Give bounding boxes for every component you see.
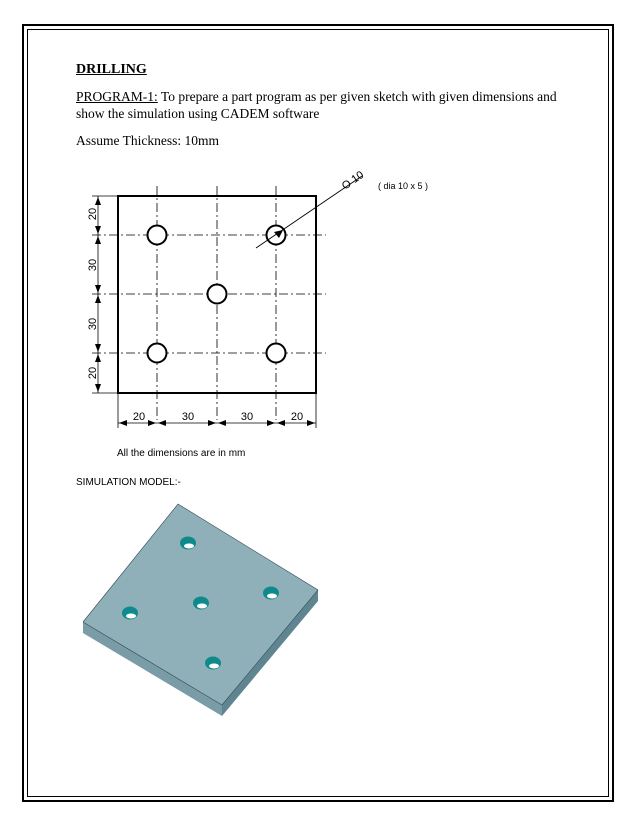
dimension-note: All the dimensions are in mm bbox=[117, 448, 246, 459]
vertical-dim-3: 30 bbox=[87, 317, 99, 331]
model-hole-4 bbox=[122, 607, 138, 620]
horizontal-dim-2: 30 bbox=[181, 411, 195, 423]
section-heading: DRILLING bbox=[76, 62, 147, 77]
simulation-title: SIMULATION MODEL:- bbox=[76, 477, 181, 488]
program-text: To prepare a part program as per given sketch with given dimensions and show the simulation using CADEM software bbox=[76, 89, 557, 121]
program-label: PROGRAM-1: bbox=[76, 89, 158, 104]
model-hole-2 bbox=[263, 587, 279, 600]
model-hole-1 bbox=[180, 537, 196, 550]
horizontal-dim-3: 30 bbox=[240, 411, 254, 423]
vertical-dim-1: 20 bbox=[87, 207, 99, 221]
horizontal-dim-1: 20 bbox=[132, 411, 146, 423]
vertical-dim-2: 30 bbox=[87, 258, 99, 272]
vertical-dim-4: 20 bbox=[87, 366, 99, 380]
diameter-label: O 10 bbox=[339, 168, 367, 193]
horizontal-dim-4: 20 bbox=[290, 411, 304, 423]
model-hole-3 bbox=[193, 597, 209, 610]
thickness-note: Assume Thickness: 10mm bbox=[76, 133, 219, 148]
hole-callout: ( dia 10 x 5 ) bbox=[378, 181, 429, 191]
model-hole-5 bbox=[205, 657, 221, 670]
